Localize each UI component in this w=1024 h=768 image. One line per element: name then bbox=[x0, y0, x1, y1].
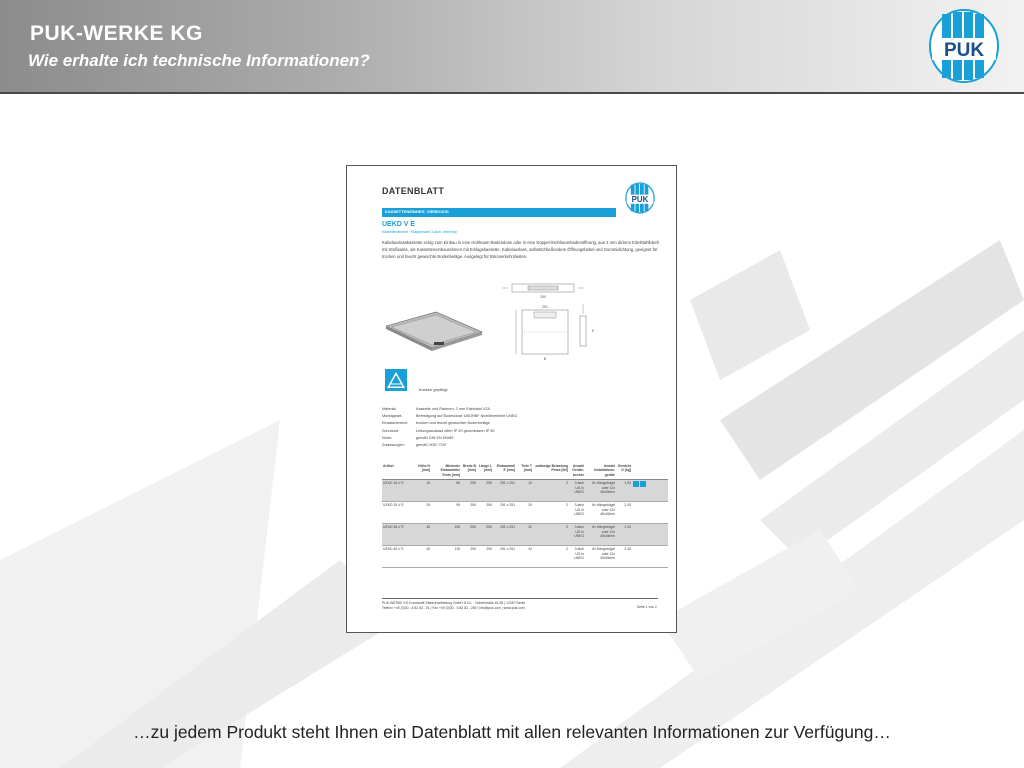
table-cell: 2 bbox=[566, 525, 568, 529]
table-cell: 1,90 bbox=[624, 481, 631, 485]
column-header bbox=[632, 463, 652, 479]
footer-divider bbox=[382, 598, 658, 599]
table-cell: 25 bbox=[426, 503, 430, 507]
table-cell: 3-fach UG in UNEG bbox=[574, 481, 584, 495]
datasheet-title: DATENBLATT bbox=[382, 186, 445, 196]
spec-value: Befestigung auf Bodendose UBOHBF Nivelliereinheit UNEG bbox=[416, 414, 518, 419]
table-cell: 250 bbox=[470, 525, 476, 529]
svg-text:251: 251 bbox=[542, 305, 548, 309]
datasheet-category-band bbox=[382, 208, 616, 217]
spec-key: Norm: bbox=[382, 435, 393, 440]
spec-row bbox=[382, 428, 632, 435]
spec-value: Kassette und Rahmen: 2 mm Edelstahl V2A bbox=[416, 407, 491, 411]
spec-row bbox=[382, 420, 632, 427]
table-header bbox=[382, 463, 668, 480]
svg-text:PUK: PUK bbox=[631, 195, 649, 205]
table-cell: 6x Hängebügel oder 12x 45x45mm bbox=[592, 503, 615, 517]
table-cell: 45 bbox=[426, 547, 430, 551]
footer-address: PUK-WERKE KG Kunststoff-Stahlverarbeitung GmbH & Co. · Nobelstraße 45-55 | 12057 Berlin bbox=[382, 601, 526, 605]
table-row bbox=[382, 502, 668, 524]
table-cell: 3-fach UG in UNEG bbox=[574, 503, 584, 517]
svg-text:B: B bbox=[543, 357, 547, 361]
page-number: Seite 1 von 2 bbox=[637, 605, 657, 609]
table-cell bbox=[632, 546, 652, 567]
table-cell: 6x Hängebügel oder 12x 45x45mm bbox=[592, 525, 615, 539]
table-cell: 95 bbox=[456, 503, 460, 507]
page-subtitle: Wie erhalte ich technische Informationen? bbox=[28, 51, 370, 70]
column-header: Höhe H [mm] bbox=[418, 464, 430, 473]
column-header: Breite B [mm] bbox=[462, 464, 476, 473]
datasheet-preview[interactable] bbox=[346, 165, 677, 633]
info-icon[interactable] bbox=[640, 481, 646, 487]
table-cell: 2,00 bbox=[624, 503, 631, 507]
datasheet-category: KASSETTENEINHEIT, VIERECKIG bbox=[385, 209, 449, 214]
column-header: Gewicht G [kg] bbox=[617, 464, 631, 473]
datasheet-logo bbox=[625, 182, 655, 214]
column-header: Länge L [mm] bbox=[479, 464, 492, 473]
slide-caption: …zu jedem Produkt steht Ihnen ein Datenblatt mit allen relevanten Informationen zur Verfügung… bbox=[133, 722, 891, 742]
table-cell: 250 bbox=[470, 503, 476, 507]
table-cell: 250 bbox=[486, 525, 492, 529]
spec-key: Schutzart: bbox=[382, 428, 400, 433]
table-cell: 20 bbox=[528, 503, 532, 507]
product-subtitle: Kassetteneinheit · Klappdeckel 3-fach, viereckig bbox=[382, 230, 457, 234]
table-cell bbox=[632, 524, 652, 545]
table-cell: 115 bbox=[454, 547, 460, 551]
table-cell: 10 bbox=[528, 481, 532, 485]
product-table bbox=[382, 463, 668, 568]
spec-row bbox=[382, 435, 632, 442]
table-cell bbox=[632, 502, 652, 523]
product-description: Kabelauslasskassette eckig zum Einbau in eine Hohlraum-Bodendose oder in eine Doppel-/Hohlraumbodenöffnung, aus 2 mm dickem Edelstahlblech mit Stoßkante, als Kassetteneinbaurahmen mit Einlagekassette, Kabelauslass, selbstschließendem Öffnungshebel und Gummidichtung, geeignet für trocken und feucht gewischte Bodenbeläge. Ausgelegt für Büroverkehrslasten. bbox=[382, 240, 660, 260]
spec-row bbox=[382, 442, 632, 449]
spec-key: Montageart: bbox=[382, 414, 403, 419]
table-cell: 251 x 251 bbox=[500, 525, 515, 529]
table-row bbox=[382, 480, 668, 502]
header-band bbox=[0, 0, 1024, 92]
spec-key: Einsatzbereich: bbox=[382, 421, 408, 426]
table-row bbox=[382, 546, 668, 568]
table-cell: 6x Hängebügel oder 12x 45x45mm bbox=[592, 547, 615, 561]
column-header: Artikel bbox=[383, 464, 394, 468]
spec-value: trocken und feucht gewischter Bodenbeläge bbox=[416, 421, 490, 426]
column-header: Tiefe T [mm] bbox=[521, 464, 532, 473]
spec-row bbox=[382, 413, 632, 420]
table-cell: 15 bbox=[426, 481, 430, 485]
table-body bbox=[382, 480, 668, 568]
footer-contact: Telefon +49 (0)30 - 6 82 83 - 01 | Fax +49 (0)30 - 6 82 83 - 280 | info@puk.com | www.puk.com bbox=[382, 606, 525, 610]
svg-text:PUK: PUK bbox=[943, 40, 985, 61]
table-cell: 2 bbox=[566, 547, 568, 551]
table-cell: 2 bbox=[566, 503, 568, 507]
table-cell: 3-fach UG in UNEG bbox=[574, 547, 584, 561]
table-cell: 2,40 bbox=[624, 547, 631, 551]
column-header: Einbaumaß E [mm] bbox=[496, 464, 515, 473]
spec-value: Leitungsauslass offen IP 20 geschlossen IP 30 bbox=[416, 428, 495, 433]
table-cell: UEKD 15-V E bbox=[383, 481, 404, 485]
column-header: Minimale Einbauhöhe Emin [mm] bbox=[440, 464, 460, 477]
table-cell: 251 x 251 bbox=[500, 547, 515, 551]
table-cell: 105 bbox=[454, 525, 460, 529]
technical-drawing bbox=[382, 274, 662, 369]
product-name: UEKD V E bbox=[382, 221, 416, 228]
table-cell: 6x Hängebügel oder 12x 45x45mm bbox=[592, 481, 615, 495]
spec-list bbox=[382, 406, 632, 449]
table-cell: 250 bbox=[486, 503, 492, 507]
warning-label: trocken gepflegt bbox=[419, 387, 448, 392]
table-cell: 251 x 251 bbox=[500, 503, 515, 507]
spec-value: gemäß VDE/ TÜV bbox=[416, 443, 447, 448]
table-row bbox=[382, 524, 668, 546]
table-cell: 2 bbox=[566, 481, 568, 485]
table-cell: 3-fach UG in UNEG bbox=[574, 525, 584, 539]
spec-row bbox=[382, 406, 632, 413]
spec-key: Zulassungen: bbox=[382, 443, 405, 448]
warning-sign-icon bbox=[385, 369, 407, 391]
table-cell bbox=[632, 480, 652, 501]
column-header: Anzahl Installations-geräte bbox=[594, 464, 615, 477]
table-cell: UEKD 35-V E bbox=[383, 525, 404, 529]
cart-icon[interactable] bbox=[633, 481, 639, 487]
puk-logo bbox=[928, 8, 1000, 84]
table-cell: 250 bbox=[470, 481, 476, 485]
table-cell: UEKD 25-V E bbox=[383, 503, 404, 507]
company-name: PUK-WERKE KG bbox=[30, 22, 203, 45]
svg-text:E: E bbox=[592, 329, 595, 333]
column-header: zulässige Belastung Pmax [kN] bbox=[535, 464, 568, 473]
table-cell: 250 bbox=[470, 547, 476, 551]
table-cell: 32 bbox=[528, 525, 532, 529]
table-cell: 42 bbox=[528, 547, 532, 551]
spec-value: gemäß DIN EN 50085 bbox=[416, 435, 454, 440]
table-cell: 2,20 bbox=[624, 525, 631, 529]
column-header: Anzahl Geräte-becher bbox=[572, 464, 584, 477]
table-cell: UEKD 45-V E bbox=[383, 547, 404, 551]
table-cell: 250 bbox=[486, 481, 492, 485]
table-cell: 35 bbox=[426, 525, 430, 529]
spec-key: Material: bbox=[382, 407, 397, 411]
svg-text:250: 250 bbox=[540, 295, 546, 299]
table-cell: 251 x 251 bbox=[500, 481, 515, 485]
table-cell: 85 bbox=[456, 481, 460, 485]
header-divider bbox=[0, 92, 1024, 94]
table-cell: 250 bbox=[486, 547, 492, 551]
